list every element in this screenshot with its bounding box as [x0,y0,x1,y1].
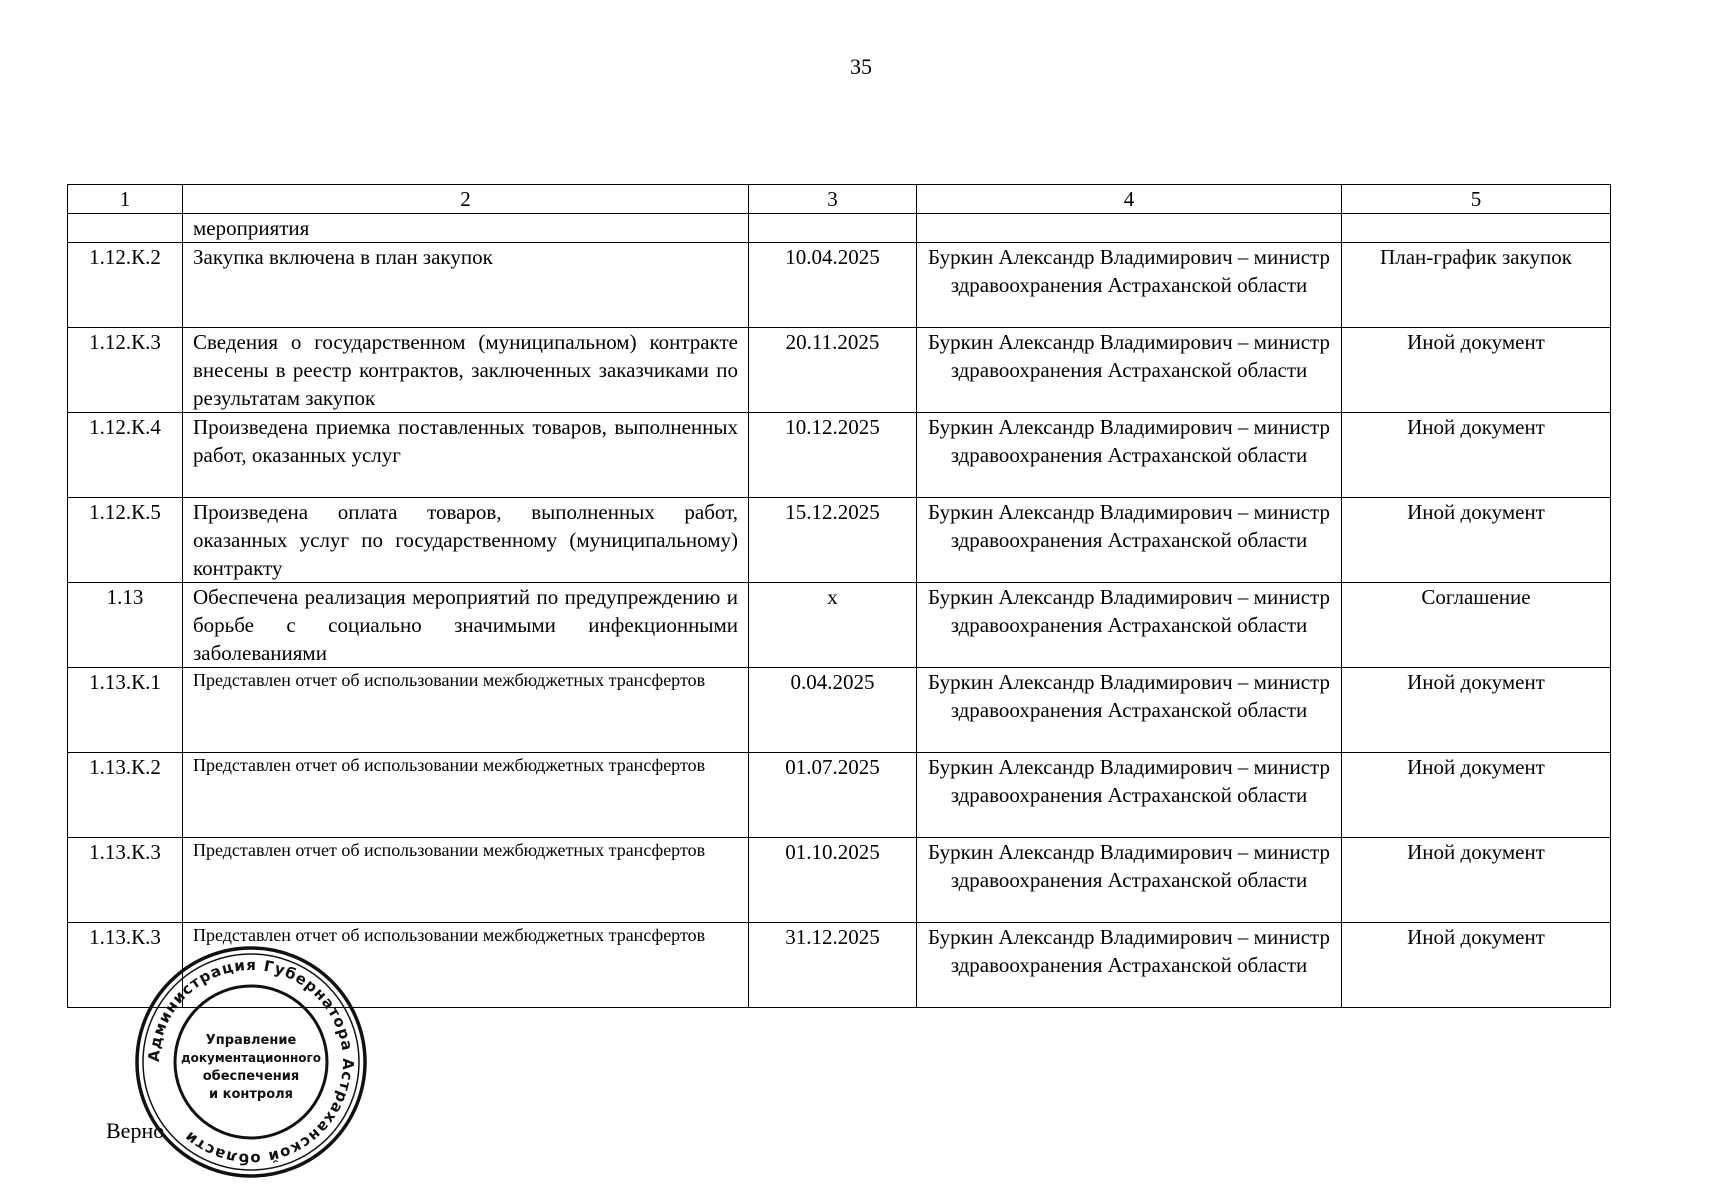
table-row [68,498,1611,583]
row-number: 1.13.К.1 [68,668,183,753]
header-col-1: 1 [68,185,183,214]
official-seal-icon [133,944,369,1180]
event-text: Представлен отчет об использовании межбюджетных трансфертов [183,668,749,753]
event-text: Произведена приемка поставленных товаров, выполненных работ, оказанных услуг [183,413,749,498]
responsible-person: Буркин Александр Владимирович – министр здравоохранения Астраханской области [917,413,1342,498]
deadline-date: 01.07.2025 [749,753,917,838]
deadline-date: 01.10.2025 [749,838,917,923]
table-header-row [68,185,1611,214]
seal-line-2: документационного [180,1051,322,1065]
closing-text: Верно [106,1118,165,1143]
responsible-person [917,214,1342,243]
table-row [68,214,1611,243]
responsible-person: Буркин Александр Владимирович – министр здравоохранения Астраханской области [917,243,1342,328]
responsible-person: Буркин Александр Владимирович – министр здравоохранения Астраханской области [917,583,1342,668]
table-row [68,838,1611,923]
document-type [1342,214,1611,243]
table-row [68,243,1611,328]
event-text: Обеспечена реализация мероприятий по предупреждению и борьбе с социально значимыми инфекционными заболеваниями [183,583,749,668]
seal-line-3: обеспечения [202,1069,300,1084]
responsible-person: Буркин Александр Владимирович – министр здравоохранения Астраханской области [917,753,1342,838]
event-text: Произведена оплата товаров, выполненных работ, оказанных услуг по государственному (муниципальному) контракту [183,498,749,583]
event-text: Представлен отчет об использовании межбюджетных трансфертов [183,753,749,838]
deadline-date: 0.04.2025 [749,668,917,753]
document-type: План-график закупок [1342,243,1611,328]
deadline-date: 10.12.2025 [749,413,917,498]
header-col-5: 5 [1342,185,1611,214]
event-text: Представлен отчет об использовании межбюджетных трансфертов [183,923,749,1008]
event-text: мероприятия [183,214,749,243]
event-text: Закупка включена в план закупок [183,243,749,328]
responsible-person: Буркин Александр Владимирович – министр здравоохранения Астраханской области [917,838,1342,923]
deadline-date: 20.11.2025 [749,328,917,413]
document-type: Иной документ [1342,413,1611,498]
deadline-date: x [749,583,917,668]
row-number: 1.12.К.2 [68,243,183,328]
document-type: Соглашение [1342,583,1611,668]
deadline-date: 10.04.2025 [749,243,917,328]
row-number: 1.13.К.3 [68,923,183,1008]
row-number: 1.12.К.4 [68,413,183,498]
event-text: Сведения о государственном (муниципальном) контракте внесены в реестр контрактов, заключенных заказчиками по результатам закупок [183,328,749,413]
seal-line-4: и контроля [208,1087,294,1102]
row-number: 1.12.К.3 [68,328,183,413]
header-col-4: 4 [917,185,1342,214]
document-type: Иной документ [1342,838,1611,923]
table-row [68,753,1611,838]
row-number: 1.13.К.2 [68,753,183,838]
header-col-2: 2 [183,185,749,214]
event-text: Представлен отчет об использовании межбюджетных трансфертов [183,838,749,923]
seal-line-1: Управление [205,1033,297,1048]
page-number: 35 [850,54,872,79]
table-row [68,668,1611,753]
responsible-person: Буркин Александр Владимирович – министр здравоохранения Астраханской области [917,923,1342,1008]
document-type: Иной документ [1342,668,1611,753]
deadline-date [749,214,917,243]
row-number: 1.13 [68,583,183,668]
responsible-person: Буркин Александр Владимирович – министр здравоохранения Астраханской области [917,498,1342,583]
responsible-person: Буркин Александр Владимирович – министр здравоохранения Астраханской области [917,328,1342,413]
deadline-date: 31.12.2025 [749,923,917,1008]
header-col-3: 3 [749,185,917,214]
responsible-person: Буркин Александр Владимирович – министр здравоохранения Астраханской области [917,668,1342,753]
document-type: Иной документ [1342,498,1611,583]
table-row [68,328,1611,413]
document-type: Иной документ [1342,753,1611,838]
seal-ring-text: Администрация Губернатора Астраханской области [144,955,358,1169]
events-table [67,184,1611,1008]
row-number: 1.12.К.5 [68,498,183,583]
row-number: 1.13.К.3 [68,838,183,923]
row-number [68,214,183,243]
deadline-date: 15.12.2025 [749,498,917,583]
document-type: Иной документ [1342,923,1611,1008]
table-row [68,413,1611,498]
document-type: Иной документ [1342,328,1611,413]
table-row [68,583,1611,668]
